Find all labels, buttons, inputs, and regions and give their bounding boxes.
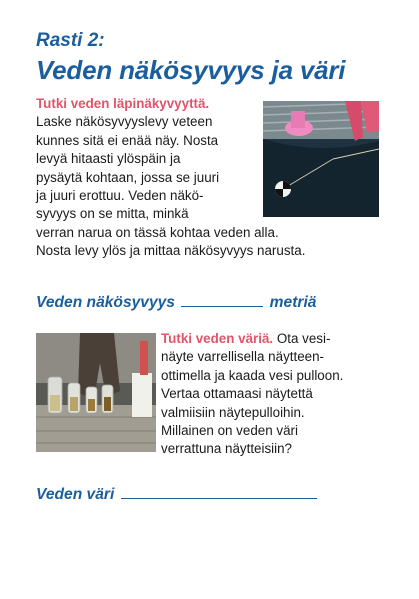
instruction-line: Laske näkösyvyyslevy veteen [36, 114, 213, 130]
section-number: Rasti 2: [36, 30, 105, 51]
color-answer-line [36, 484, 317, 504]
visibility-task-heading: Tutki veden läpinäkyvyyttä. [36, 96, 210, 111]
instruction-line: pysäytä kohtaan, jossa se juuri [36, 169, 220, 185]
color-instructions [161, 330, 391, 459]
instruction-line: levyä hitaasti ylöspäin ja [36, 151, 181, 167]
color-task-heading: Tutki veden väriä. [161, 331, 274, 346]
visibility-answer-line [36, 292, 316, 312]
visibility-instructions [36, 95, 376, 261]
visibility-blank[interactable] [181, 292, 263, 307]
instruction-line: Nosta levy ylös ja mittaa näkösyvyys narusta. [36, 243, 306, 259]
page-title: Veden näkösyvyys ja väri [36, 55, 346, 85]
visibility-label: Veden näkösyvyys [36, 294, 175, 311]
water-sample-photo [36, 333, 156, 452]
instruction-line: syvyys on se mitta, minkä [36, 206, 189, 222]
color-blank[interactable] [121, 484, 317, 499]
instruction-line: näyte varrellisella näytteen- [161, 349, 325, 365]
instruction-line: valmiisiin näytepulloihin. [161, 404, 305, 420]
instruction-line: kunnes sitä ei enää näy. Nosta [36, 132, 219, 148]
instruction-line: ja juuri erottuu. Veden näkö- [36, 188, 204, 204]
instruction-line: verrattuna näytteisiin? [161, 441, 293, 457]
visibility-unit: metriä [269, 294, 317, 311]
instruction-line: Millainen on veden väri [161, 423, 298, 439]
instruction-line: Vertaa ottamaasi näytettä [161, 386, 313, 402]
instruction-line: Ota vesi- [273, 331, 331, 346]
instruction-line: verran narua on tässä kohtaa veden alla. [36, 224, 279, 240]
color-label: Veden väri [36, 486, 115, 503]
instruction-line: ottimella ja kaada vesi pulloon. [161, 367, 344, 383]
